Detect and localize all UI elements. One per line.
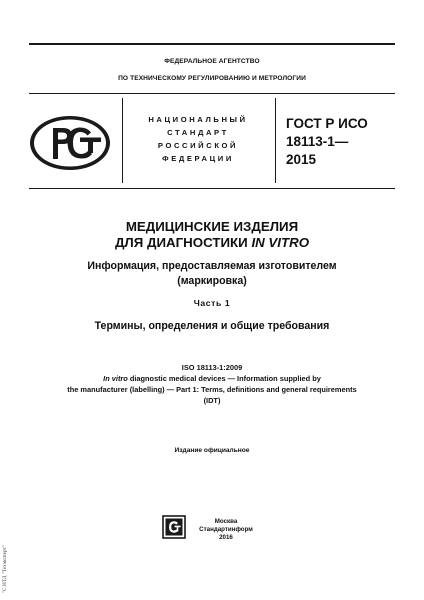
document-subtitle-line-2: (маркировка)	[177, 275, 247, 287]
side-watermark-stamp	[2, 513, 11, 593]
divider-left	[122, 98, 123, 183]
iso-code: ISO 18113-1:2009	[181, 363, 243, 372]
document-title-line-2-text: ДЛЯ ДИАГНОСТИКИ	[114, 235, 252, 250]
national-standard-line-4: ФЕДЕРАЦИИ	[162, 154, 234, 163]
iso-title-line-1	[0, 374, 424, 384]
agency-name-line-2: ПО ТЕХНИЧЕСКОМУ РЕГУЛИРОВАНИЮ И МЕТРОЛОГИИ	[118, 75, 306, 82]
document-subtitle-line-1: Информация, предоставляемая изготовителем	[87, 260, 337, 272]
national-standard-line-2: СТАНДАРТ	[167, 128, 229, 137]
standard-designation-line-1: ГОСТ Р ИСО	[286, 116, 368, 131]
publisher-city: Москва	[214, 518, 238, 525]
side-watermark-text: "С НТД "Техэксперт"	[2, 544, 8, 593]
header-rule	[29, 93, 395, 94]
standard-designation-line-2: 18113-1—	[286, 134, 349, 149]
iso-title-in-vitro: In vitro	[103, 374, 128, 383]
standard-designation-line-3: 2015	[286, 152, 317, 167]
document-title-in-vitro: IN VITRO	[251, 235, 310, 250]
part-title: Термины, определения и общие требования	[94, 320, 330, 332]
iso-title-line-3: (IDT)	[203, 396, 221, 405]
divider-right	[275, 98, 276, 183]
agency-name-line-1: ФЕДЕРАЛЬНОЕ АГЕНТСТВО	[164, 58, 260, 65]
top-rule	[29, 43, 395, 45]
publisher-year: 2016	[219, 534, 233, 541]
national-standard-line-3: РОССИЙСКОЙ	[157, 141, 239, 150]
iso-title-line-2: the manufacturer (labelling) — Part 1: Terms, definitions and general requirements	[67, 385, 357, 394]
document-title-line-1: МЕДИЦИНСКИЕ ИЗДЕЛИЯ	[125, 219, 299, 234]
rst-certification-mark-icon	[27, 113, 114, 173]
national-standard-line-1: НАЦИОНАЛЬНЫЙ	[148, 115, 248, 124]
publisher-name: Стандартинформ	[199, 526, 253, 533]
standartinform-logo-icon	[162, 515, 186, 539]
middle-rule	[29, 188, 395, 189]
iso-title-line-1-text: diagnostic medical devices — Information supplied by	[127, 374, 321, 383]
part-label: Часть 1	[193, 298, 231, 308]
document-title-line-2	[0, 235, 424, 251]
edition-label: Издание официальное	[174, 447, 250, 454]
